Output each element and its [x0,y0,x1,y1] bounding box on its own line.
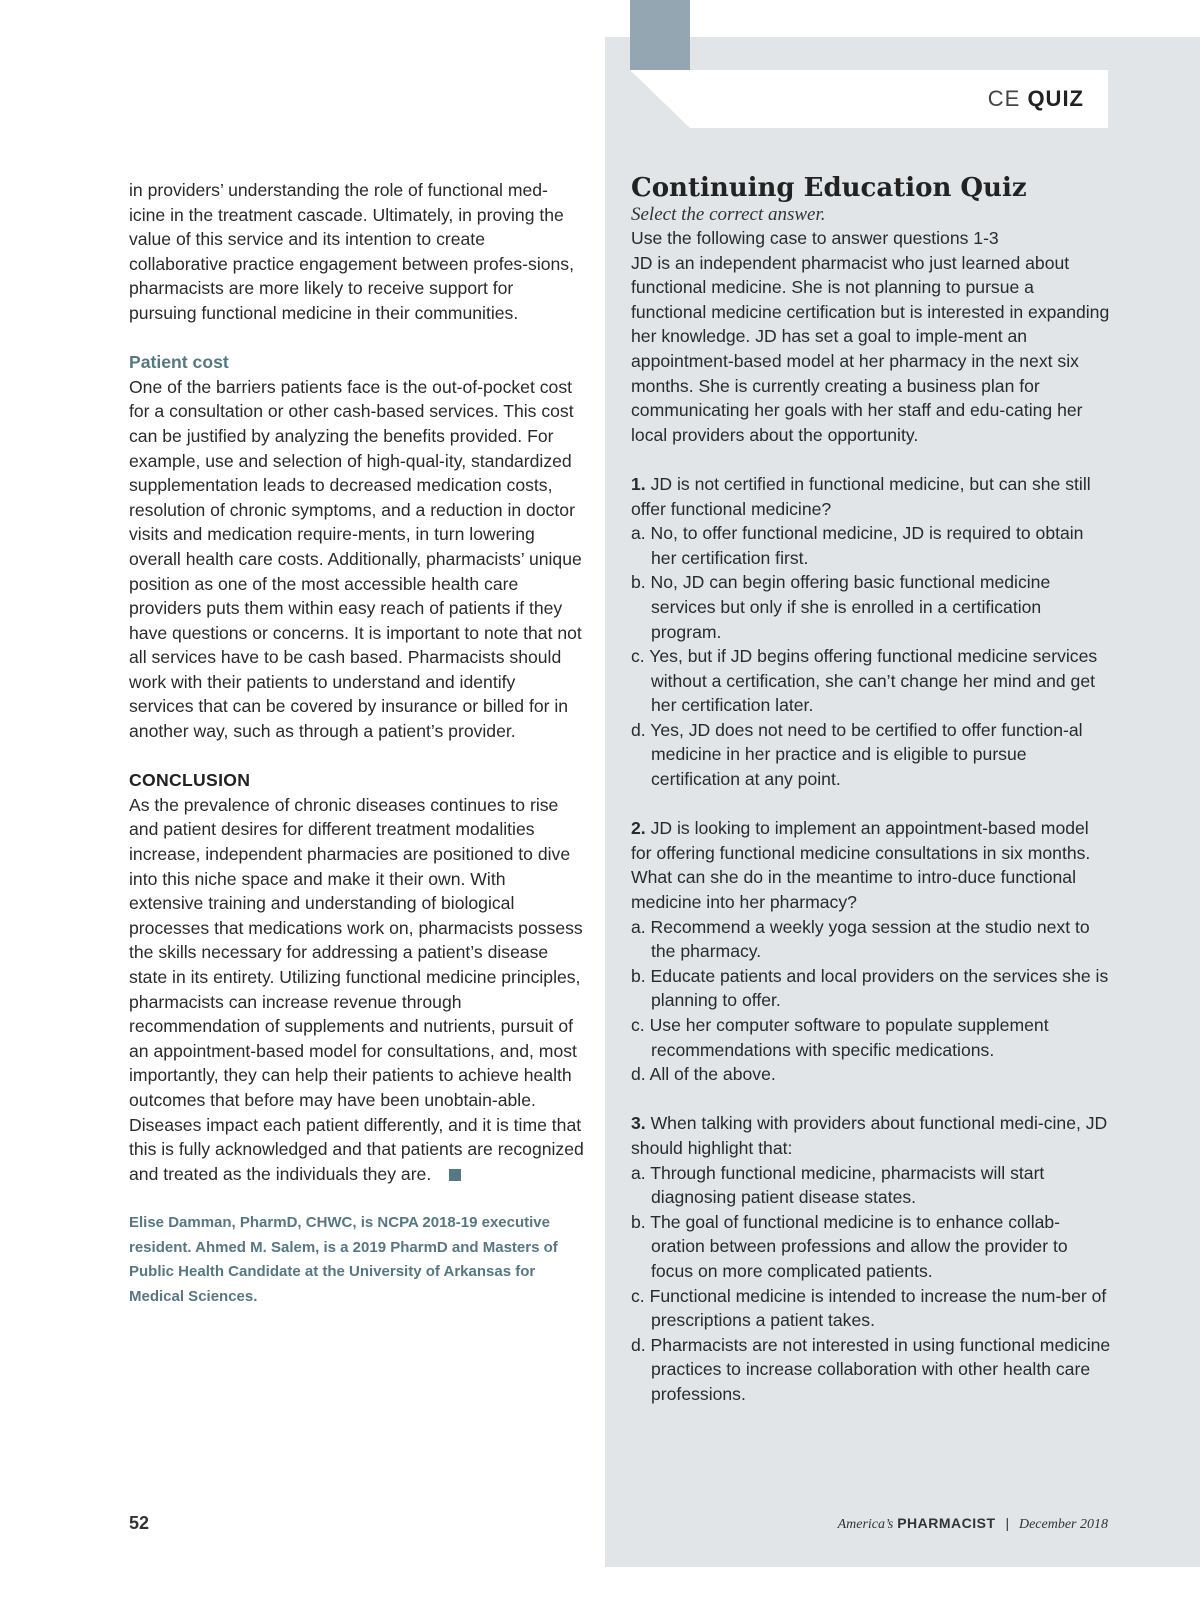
answer-option: c. Use her computer software to populate supplement recommendations with specific medications. [631,1015,1049,1060]
patient-cost-heading: Patient cost [129,352,229,373]
question-text: When talking with providers about functional medi-cine, JD should highlight that: [631,1113,1108,1158]
answer-option: a. No, to offer functional medicine, JD is required to obtain her certification first. [631,523,1084,568]
quiz-title: Continuing Education Quiz [631,173,1027,203]
quiz-subtitle: Select the correct answer. [631,204,826,225]
question-stem [631,1111,1111,1160]
quiz-question [631,1111,1111,1406]
conclusion-body: As the prevalence of chronic diseases continues to rise and patient desires for different treatment modalities increase, independent pharmacies are positioned to dive into this niche space and make it their own. With extensive training and understanding of biological processes that medications work on, pharmacists possess the skills necessary for addressing a patient’s disease state in its entirety. Utilizing functional medicine principles, pharmacists can increase revenue through recommendation of supplements and nutrients, pursuit of an appointment-based model for consultations, and, most importantly, they can help their patients to achieve health outcomes that before may have been unobtain-able. Diseases impact each patient differently, and it is time that this is fully acknowledged and that patients are recognized and treated as the individuals they are. [129,794,584,1184]
page-number: 52 [129,1513,150,1533]
answer-option: b. Educate patients and local providers on the services she is planning to offer. [631,965,1109,1011]
quiz-question [631,816,1111,1087]
end-of-article-mark [449,1169,461,1181]
answer-option: d. Yes, JD does not need to be certified to offer function-al medicine in her practice and is eligible to pursue certification at any point. [631,719,1083,790]
conclusion-paragraph [129,793,584,1187]
conclusion-heading: CONCLUSION [129,770,251,791]
answer-option: d. All of the above. [631,1064,776,1085]
magazine-prefix: America’s [837,1517,894,1532]
case-intro: Use the following case to answer questions 1-3 [631,228,999,248]
case-text: JD is an independent pharmacist who just learned about functional medicine. She is not planning to pursue a functional medicine certification but is interested in expanding her knowledge. JD has set a goal to imple-ment an appointment-based model at her pharmacy in the next six months. She is currently creating a business plan for communicating her goals with her staff and edu-cating her local providers about the opportunity. [631,252,1110,445]
answer-option: c. Yes, but if JD begins offering functional medicine services without a certification, she can’t change her mind and get her certification later. [631,646,1098,716]
section-label-light: CE [987,86,1021,111]
question-stem [631,472,1111,521]
magazine-name: PHARMACIST [897,1515,996,1531]
magazine-footer [838,1515,1108,1533]
question-stem [631,816,1111,914]
answer-option: b. The goal of functional medicine is to enhance collab-oration between professions and allow the provider to focus on more complicated patients. [631,1211,1068,1281]
quiz-question [631,472,1111,792]
footer-separator: | [1005,1515,1010,1531]
left-column [129,178,584,1309]
quiz-column [631,172,1111,1407]
question-number: 2. [631,818,646,839]
issue-date: December 2018 [1018,1517,1108,1532]
answer-option: c. Functional medicine is intended to increase the num-ber of prescriptions a patient takes. [631,1285,1107,1331]
answer-option: b. No, JD can begin offering basic functional medicine services but only if she is enrolled in a certification program. [631,572,1051,642]
answer-option: a. Through functional medicine, pharmacists will start diagnosing patient disease states. [631,1162,1045,1208]
section-tab-decoration [630,0,690,70]
question-number: 1. [631,473,646,494]
intro-paragraph: in providers’ understanding the role of functional med-icine in the treatment cascade. Ultimately, in proving the value of this service and its intention to create collaborative practice engagement between profes-sions, pharmacists are more likely to receive support for pursuing functional medicine in their communities. [129,180,574,323]
section-label-bold: QUIZ [1027,86,1084,111]
question-number: 3. [631,1113,646,1134]
answer-option: a. Recommend a weekly yoga session at the studio next to the pharmacy. [631,916,1090,962]
answer-option: d. Pharmacists are not interested in using functional medicine practices to increase collaboration with other health care professions. [631,1334,1111,1404]
section-label [988,86,1084,112]
question-text: JD is not certified in functional medicine, but can she still offer functional medicine? [631,473,1091,519]
patient-cost-body: One of the barriers patients face is the out-of-pocket cost for a consultation or other cash-based services. This cost can be justified by analyzing the benefits provided. For example, use and selection of high-qual-ity, standardized supplementation leads to decreased medication costs, resolution of chronic symptoms, and a reduction in doctor visits and medication require-ments, in turn lowering overall health care costs. Additionally, pharmacists’ unique position as one of the most accessible health care providers puts them within easy reach of patients if they have questions or concerns. It is important to note that not all services have to be cash based. Pharmacists should work with their patients to understand and identify services that can be covered by insurance or billed for in another way, such as through a patient’s provider. [129,376,582,742]
question-text: JD is looking to implement an appointment-based model for offering functional medicine consultations in six months. What can she do in the meantime to intro-duce functional medicine into her pharmacy? [631,818,1091,913]
author-bio: Elise Damman, PharmD, CHWC, is NCPA 2018-19 executive resident. Ahmed M. Salem, is a 2019 PharmD and Masters of Public Health Candidate at the University of Arkansas for Medical Sciences. [129,1213,558,1305]
